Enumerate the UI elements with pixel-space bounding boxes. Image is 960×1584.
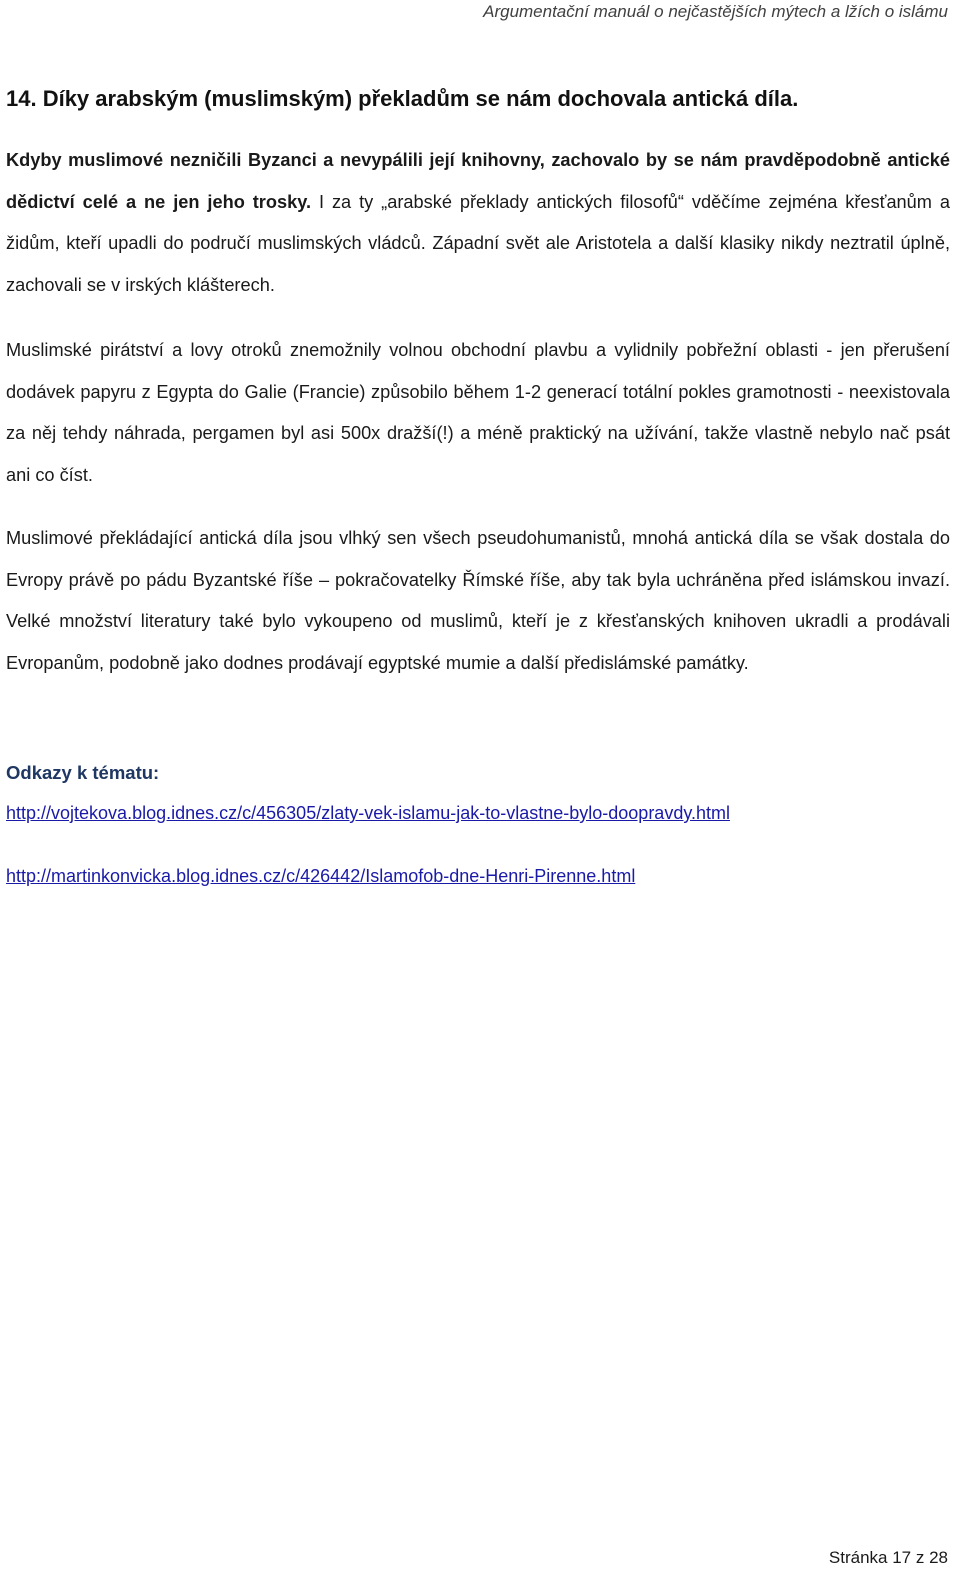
paragraph-1-text: I za ty „arabské překlady antických filosofů“ vděčíme zejména křesťanům a židům, kteří upadli do područí muslimských vládců. Západní svět ale Aristotela a další klasiky nikdy neztratil úplně, zachovali se v irských klášterech. xyxy=(6,191,950,295)
paragraph-3-text: Muslimové překládající antická díla jsou vlhký sen všech pseudohumanistů, mnohá antická díla se však dostala do Evropy právě po pádu Byzantské říše – pokračovatelky Římské říše, aby tak byla uchráněna před islámskou invazí. Velké množství literatury také bylo vykoupeno od muslimů, kteří je z křesťanských knihoven ukradli a prodávali Evropanům, podobně jako dodnes prodávají egyptské mumie a další předislámské památky. xyxy=(6,528,950,673)
paragraph-2 xyxy=(6,330,950,496)
paragraph-2-text: Muslimské pirátství a lovy otroků znemožnily volnou obchodní plavbu a vylidnily pobřežní oblasti - jen přerušení dodávek papyru z Egypta do Galie (Francie) způsobilo během 1-2 generací totální pokles gramotnosti - neexistovala za něj tehdy náhrada, pergamen byl asi 500x dražší(!) a méně praktický na užívání, takže vlastně nebylo nač psát ani co číst. xyxy=(6,340,950,485)
paragraph-1-bold-lead: Kdyby muslimové nezničili Byzanci a nevypálili její knihovny, zachovalo by se nám pravděpodobně antické dědictví celé a ne jen jeho trosky. xyxy=(6,150,950,212)
references-heading: Odkazy k tématu: xyxy=(6,762,160,783)
paragraph-3 xyxy=(6,518,950,684)
reference-link-2[interactable]: http://martinkonvicka.blog.idnes.cz/c/426442/Islamofob-dne-Henri-Pirenne.html xyxy=(6,866,636,886)
section-heading: 14. Díky arabským (muslimským) překladům se nám dochovala antická díla. xyxy=(6,86,799,111)
paragraph-1 xyxy=(6,140,950,306)
running-header: Argumentační manuál o nejčastějších mýtech a lžích o islámu xyxy=(483,2,948,21)
page-number-footer: Stránka 17 z 28 xyxy=(828,1548,948,1567)
reference-link-1[interactable]: http://vojtekova.blog.idnes.cz/c/456305/zlaty-vek-islamu-jak-to-vlastne-bylo-doopravdy.html xyxy=(6,803,730,823)
